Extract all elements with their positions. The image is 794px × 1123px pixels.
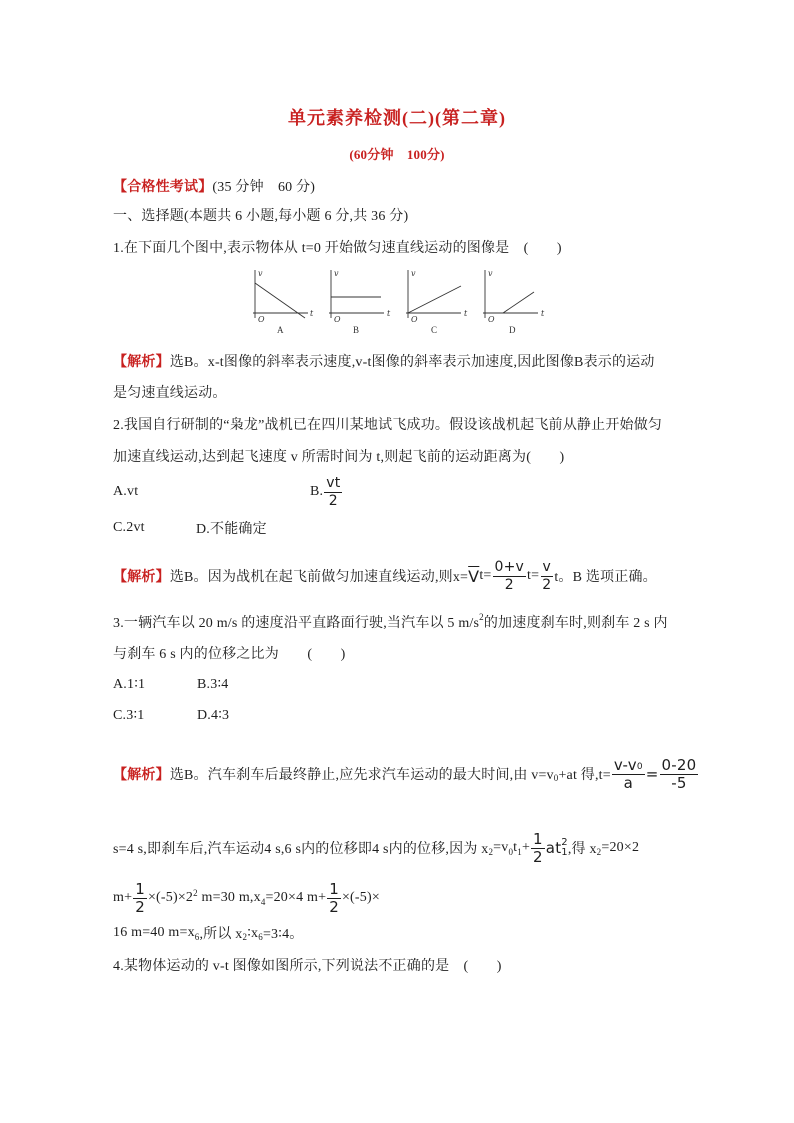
graph-d-origin-label: O <box>488 315 495 324</box>
fraction-denominator: -5 <box>671 773 687 792</box>
fraction-denominator: 2 <box>533 847 543 866</box>
q4-stem-row <box>113 945 502 985</box>
subscript: 6 <box>194 932 200 942</box>
q3-explanation-text: + <box>521 840 531 855</box>
fraction-denominator: 2 <box>504 576 514 593</box>
q2-option-b-label: B. <box>310 484 324 499</box>
graph-c <box>406 269 468 335</box>
title-row <box>0 97 794 137</box>
q3-explanation-text: +at 得,t= <box>558 768 611 783</box>
q2-option-b <box>310 475 343 510</box>
exam-section-time: (35 分钟 60 分) <box>212 180 316 195</box>
q3-explanation-text: =20×4 m+ <box>265 890 327 905</box>
fraction-denominator: 2 <box>328 492 338 509</box>
graph-a <box>253 269 314 335</box>
fraction-numerator: 0-20 <box>661 755 697 774</box>
graph-a-origin-label: O <box>258 315 265 324</box>
superscript: 2 <box>479 612 484 622</box>
fraction-numerator: 1 <box>135 879 145 898</box>
q2-option-c: C.2vt <box>113 520 145 535</box>
subscript: 2 <box>488 847 494 857</box>
q2-explanation-row <box>113 556 657 596</box>
graph-d <box>483 269 545 335</box>
q2-options-row-2 <box>113 508 267 548</box>
graph-d-t-label: t <box>541 309 545 318</box>
q3-stem: 的加速度刹车时,则刹车 2 s 内 <box>483 616 668 631</box>
subscript: 0 <box>508 847 514 857</box>
q3-explanation-text: ×(-5)× <box>341 890 380 905</box>
graph-c-v-label: v <box>411 269 416 278</box>
fraction-numerator <box>612 757 645 775</box>
q3-stem: 3.一辆汽车以 20 m/s 的速度沿平直路面行驶,当汽车以 5 m/s <box>113 616 480 631</box>
graph-b-origin-label: O <box>334 315 341 324</box>
q2-option-d: D.不能确定 <box>196 522 267 537</box>
subscript: 0 <box>553 773 559 783</box>
graph-c-letter: C <box>431 325 438 335</box>
graph-c-t-label: t <box>464 309 468 318</box>
fraction-numerator: 1 <box>329 879 339 898</box>
fraction <box>133 881 147 916</box>
q3-explanation-text: ×(-5)×2 <box>147 890 194 905</box>
q3-explanation-text: ∶x <box>247 925 259 941</box>
graph-a-letter: A <box>277 325 284 335</box>
graph-d-v-label: v <box>488 269 493 278</box>
q3-explanation-text: ,所以 x <box>199 927 243 942</box>
q3-stem: 与刹车 6 s 内的位移之比为 ( ) <box>113 647 346 662</box>
average-velocity-symbol: $\overline{V}$ <box>468 566 480 586</box>
fraction-numerator: v <box>542 558 552 575</box>
q1-stem-row <box>113 227 562 267</box>
fraction-denominator: 2 <box>329 897 339 916</box>
q1-graphs <box>245 265 555 337</box>
q3-options-row-2 <box>113 695 229 735</box>
graph-c-plot-line <box>408 286 461 313</box>
q1-stem: 1.在下面几个图中,表示物体从 t=0 开始做匀速直线运动的图像是 ( ) <box>113 241 562 256</box>
q3-explanation-row-3 <box>113 878 380 918</box>
fraction <box>660 757 699 792</box>
exam-section-tag: 【合格性考试】 <box>113 180 213 195</box>
q3-explanation-math: at <box>545 839 562 857</box>
fraction-numerator: vt <box>326 474 341 491</box>
q3-explanation-text: 16 m=40 m=x <box>113 925 195 940</box>
q3-option-b: B.3∶4 <box>197 676 229 692</box>
q2-stem-row-2 <box>113 436 564 476</box>
superscript: 2 <box>561 837 568 848</box>
q1-explanation-text: 是匀速直线运动。 <box>113 386 227 401</box>
graph-a-t-label: t <box>310 309 314 318</box>
fraction <box>540 559 553 594</box>
graph-c-origin-label: O <box>411 315 418 324</box>
q3-explanation-row-2 <box>113 828 639 868</box>
fraction <box>531 831 545 866</box>
explanation-tag: 【解析】 <box>113 768 170 783</box>
fraction-denominator: 2 <box>135 897 145 916</box>
q3-explanation-text: t <box>513 840 518 855</box>
part-heading: 一、选择题(本题共 6 小题,每小题 6 分,共 36 分) <box>113 209 409 224</box>
graph-a-v-label: v <box>258 269 263 278</box>
q3-explanation-text: m+ <box>113 890 133 905</box>
q3-explanation-text: 选B。汽车刹车后最终静止,应先求汽车运动的最大时间,由 v=v <box>169 768 554 783</box>
fraction-numerator-text: v-v <box>613 755 637 774</box>
graph-b-v-label: v <box>334 269 339 278</box>
q2-explanation-text: 选B。因为战机在起飞前做匀加速直线运动,则x= <box>169 570 469 585</box>
subscript: 0 <box>636 761 643 772</box>
graph-b <box>329 269 391 335</box>
explanation-tag: 【解析】 <box>113 570 170 585</box>
fraction <box>324 475 342 510</box>
fraction-denominator: a <box>623 773 633 792</box>
explanation-tag: 【解析】 <box>113 355 170 370</box>
q2-stem: 加速直线运动,达到起飞速度 v 所需时间为 t,则起飞前的运动距离为( ) <box>113 450 565 465</box>
fraction-numerator: 1 <box>533 829 543 848</box>
subscript: 1 <box>517 847 522 857</box>
q3-option-d: D.4∶3 <box>197 707 230 723</box>
subscript: 2 <box>242 932 248 942</box>
subscript: 2 <box>596 847 602 857</box>
q3-explanation-text: =v <box>493 840 509 855</box>
graph-d-plot-line <box>503 292 534 313</box>
q2-explanation-text: t。B 选项正确。 <box>554 570 657 585</box>
superscript: 2 <box>193 888 198 898</box>
subscript: 4 <box>260 897 266 907</box>
fraction <box>612 757 645 792</box>
q3-option-c: C.3∶1 <box>113 707 145 723</box>
fraction-denominator: 2 <box>542 576 552 593</box>
q3-explanation-text: =20×2 <box>601 840 640 855</box>
q3-explanation-text: s=4 s,即刹车后,汽车运动4 s,6 s内的位移即4 s内的位移,因为 x <box>113 842 489 857</box>
q2-stem: 2.我国自行研制的“枭龙”战机已在四川某地试飞成功。假设该战机起飞前从静止开始做匀 <box>113 418 663 433</box>
q3-explanation-text: =3∶4。 <box>262 927 304 942</box>
q1-explanation-text: 选B。x-t图像的斜率表示速度,v-t图像的斜率表示加速度,因此图像B表示的运动 <box>169 355 655 370</box>
page-title: 单元素养检测(二)(第二章) <box>288 108 506 128</box>
fraction-numerator: 0+v <box>494 558 525 575</box>
q3-explanation-text: m=30 m,x <box>197 890 261 905</box>
graph-b-t-label: t <box>387 309 391 318</box>
q3-explanation-text: ,得 x <box>567 842 597 857</box>
q3-explanation-row-1 <box>113 754 699 794</box>
q4-stem: 4.某物体运动的 v-t 图像如图所示,下列说法不正确的是 ( ) <box>113 959 502 974</box>
q3-option-a: A.1∶1 <box>113 676 146 692</box>
subscript: 6 <box>258 932 263 942</box>
equals-sign: = <box>645 765 659 783</box>
graph-b-letter: B <box>353 325 360 335</box>
q2-options-row-1 <box>113 472 343 512</box>
fraction <box>493 559 527 594</box>
subscript: 1 <box>561 847 568 858</box>
q2-option-a: A.vt <box>113 484 139 499</box>
graph-d-letter: D <box>509 325 516 335</box>
q2-explanation-text: t= <box>527 568 540 583</box>
q2-explanation-text: t= <box>479 568 492 583</box>
fraction <box>327 881 341 916</box>
page-subtitle: (60分钟 100分) <box>349 146 445 162</box>
